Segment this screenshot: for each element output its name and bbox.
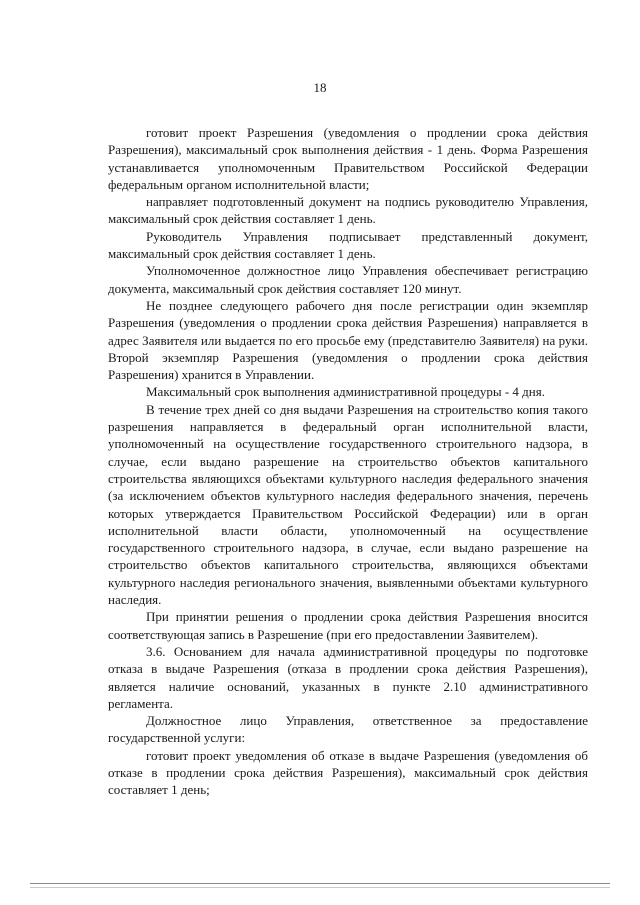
paragraph: Руководитель Управления подписывает представленный документ, максимальный срок действия составляет 1 день. (108, 228, 588, 262)
paragraph: готовит проект уведомления об отказе в выдаче Разрешения (уведомления об отказе в продлении срока действия Разрешения), максимальный срок действия составляет 1 день; (108, 747, 588, 798)
paragraph: Уполномоченное должностное лицо Управления обеспечивает регистрацию документа, максимальный срок действия составляет 120 минут. (108, 263, 588, 296)
scan-edge-line (30, 887, 610, 888)
paragraph: Должностное лицо Управления, ответственное за предоставление государственной услуги: (108, 713, 588, 746)
document-body (108, 124, 588, 799)
paragraph: направляет подготовленный документ на подпись руководителю Управления, максимальный срок действия составляет 1 день. (108, 194, 588, 227)
paragraph: В течение трех дней со дня выдачи Разрешения на строительство копия такого разрешения направляется в федеральный орган исполнительной власти, уполномоченный на осуществление государственного строительного надзора, в случае, если выдано разрешение на строительство объектов капитального строительства являющихся объектами культурного наследия федерального значения (за исключением объектов культурного наследия федерального значения, перечень которых утверждается Правительством Российской Федерации) или в орган исполнительной власти области, уполномоченный на осуществление государственного строительного надзора, в случае, если выдано разрешение на строительство объектов капитального строительства, являющихся объектами культурного наследия регионального значения, выявленными объектами культурного наследия. (108, 401, 588, 608)
paragraph: При принятии решения о продлении срока действия Разрешения вносится соответствующая запись в Разрешение (при его предоставлении Заявителем). (108, 609, 588, 642)
scan-edge-line (30, 883, 610, 884)
paragraph: 3.6. Основанием для начала административной процедуры по подготовке отказа в выдаче Разрешения (отказа в продлении срока действия Разрешения), является наличие оснований, указанных в пункте 2.10 административного регламента. (108, 643, 588, 711)
paragraph: Максимальный срок выполнения административной процедуры - 4 дня. (146, 384, 545, 400)
paragraph: Не позднее следующего рабочего дня после регистрации один экземпляр Разрешения (уведомления о продлении срока действия Разрешения) направляется в адрес Заявителя или выдается по его просьбе ему (представителю Заявителя) на руки. Второй экземпляр Разрешения (уведомления о продлении срока действия Разрешения) хранится в Управлении. (108, 297, 588, 383)
page-number: 18 (313, 80, 327, 95)
paragraph: готовит проект Разрешения (уведомления о продлении срока действия Разрешения), максимальный срок выполнения действия - 1 день. Форма Разрешения устанавливается уполномоченным Правительством Российской Федерации федеральным органом исполнительной власти; (108, 125, 588, 192)
